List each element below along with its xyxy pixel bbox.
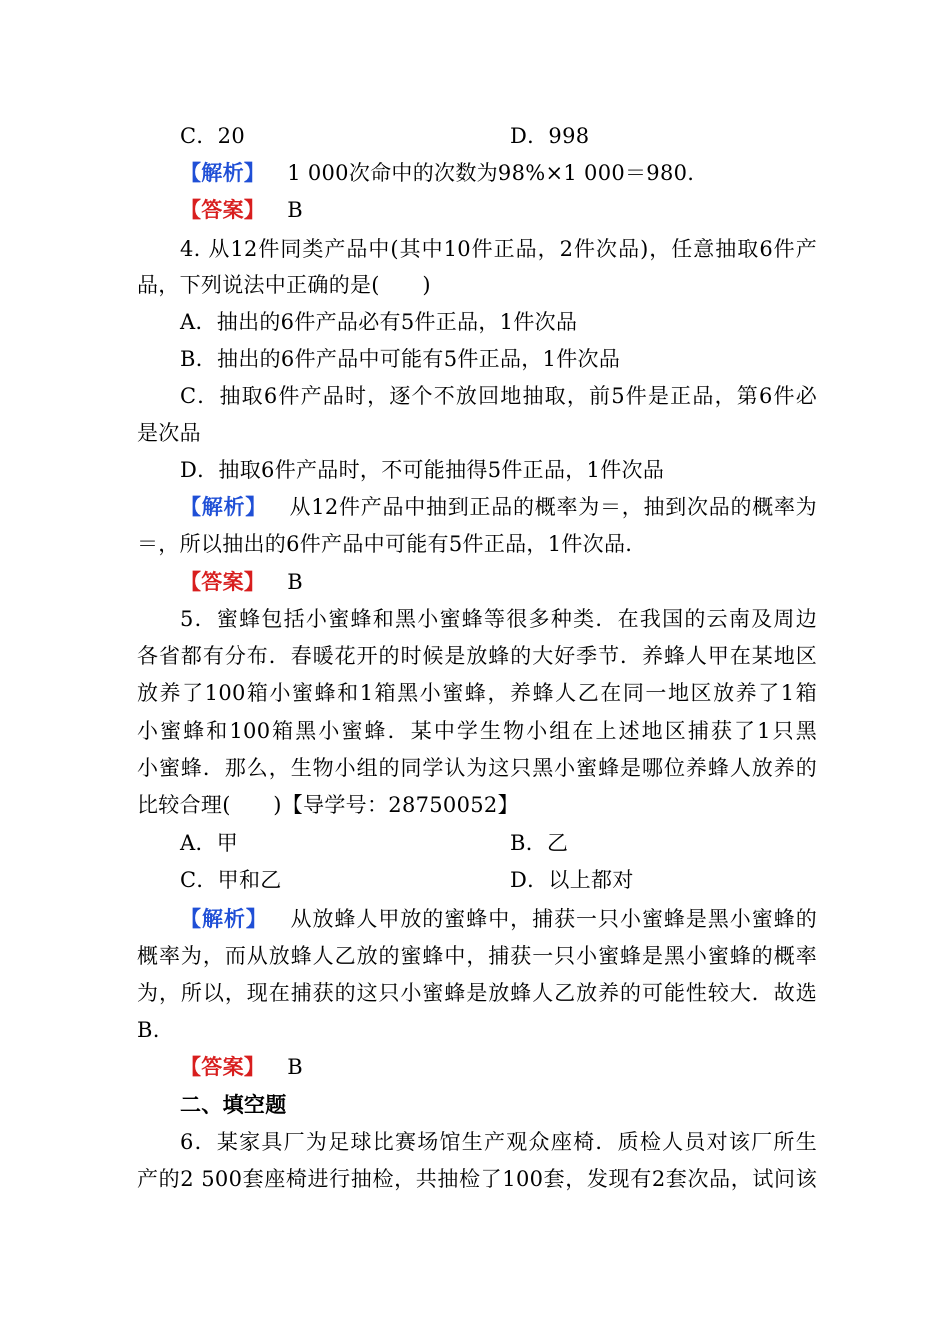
q5-analysis-line4: B. <box>137 1018 160 1042</box>
q5-stem-line2: 各省都有分布．春暖花开的时候是放蜂的大好季节．养蜂人甲在某地区 <box>137 644 817 668</box>
analysis-tag: 【解析】 <box>180 494 267 519</box>
q5-answer <box>180 1052 860 1082</box>
q5-option-c: C．甲和乙 <box>180 868 282 892</box>
q3-option-c: C．20 <box>180 124 245 148</box>
q5-options-row2 <box>180 865 860 895</box>
q3-option-d: D．998 <box>510 124 590 148</box>
section-title-fill-blank: 二、填空题 <box>180 1092 287 1117</box>
q5-analysis-line3: 为，所以，现在捕获的这只小蜜蜂是放蜂人乙放养的可能性较大．故选 <box>137 981 817 1005</box>
q5-option-a: A．甲 <box>180 831 239 855</box>
answer-tag: 【答案】 <box>180 569 266 594</box>
q5-option-d: D．以上都对 <box>510 868 634 892</box>
q5-options-row1 <box>180 828 860 858</box>
q5-stem-line4: 小蜜蜂和100箱黑小蜜蜂．某中学生物小组在上述地区捕获了1只黑 <box>137 719 817 743</box>
q3-answer-text: B <box>287 198 303 222</box>
q5-answer-text: B <box>287 1055 303 1079</box>
q5-option-b: B．乙 <box>510 831 569 855</box>
q4-option-d: D．抽取6件产品时，不可能抽得5件正品，1件次品 <box>180 458 665 482</box>
q4-answer <box>180 567 860 597</box>
q4-analysis-text-1: 从12件产品中抽到正品的概率为＝，抽到次品的概率为 <box>289 495 817 519</box>
q5-stem-line5: 小蜜蜂．那么，生物小组的同学认为这只黑小蜜蜂是哪位养蜂人放养的 <box>137 756 817 780</box>
q5-analysis-line1 <box>180 904 817 934</box>
analysis-tag: 【解析】 <box>180 160 266 185</box>
q4-answer-text: B <box>287 570 303 594</box>
q4-option-a: A．抽出的6件产品必有5件正品，1件次品 <box>180 310 578 334</box>
q4-stem-line2: 品，下列说法中正确的是( ) <box>137 273 431 297</box>
q3-options-row <box>180 121 860 151</box>
q5-stem-line1: 5．蜜蜂包括小蜜蜂和黑小蜜蜂等很多种类．在我国的云南及周边 <box>180 607 817 631</box>
analysis-tag: 【解析】 <box>180 906 268 931</box>
q4-stem-line1: 4. 从12件同类产品中(其中10件正品，2件次品)，任意抽取6件产 <box>180 237 817 261</box>
q5-analysis-text-1: 从放蜂人甲放的蜜蜂中，捕获一只小蜜蜂是黑小蜜蜂的 <box>289 907 817 931</box>
q4-option-c-line2: 是次品 <box>137 421 201 445</box>
q3-analysis <box>180 158 860 188</box>
q5-analysis-line2: 概率为，而从放蜂人乙放的蜜蜂中，捕获一只小蜜蜂是黑小蜜蜂的概率 <box>137 944 817 968</box>
q3-analysis-text: 1 000次命中的次数为98%×1 000＝980. <box>287 161 695 185</box>
q5-stem-line3: 放养了100箱小蜜蜂和1箱黑小蜜蜂，养蜂人乙在同一地区放养了1箱 <box>137 681 817 705</box>
q6-stem-line2: 产的2 500套座椅进行抽检，共抽检了100套，发现有2套次品，试问该 <box>137 1167 817 1191</box>
q6-stem-line1: 6．某家具厂为足球比赛场馆生产观众座椅．质检人员对该厂所生 <box>180 1130 817 1154</box>
q5-stem-line6: 比较合理( )【导学号：28750052】 <box>137 793 519 817</box>
q4-option-c-line1: C．抽取6件产品时，逐个不放回地抽取，前5件是正品，第6件必 <box>180 384 817 408</box>
q4-analysis-line2: ＝，所以抽出的6件产品中可能有5件正品，1件次品. <box>137 532 633 556</box>
answer-tag: 【答案】 <box>180 1054 266 1079</box>
q4-option-b: B．抽出的6件产品中可能有5件正品，1件次品 <box>180 347 621 371</box>
answer-tag: 【答案】 <box>180 197 266 222</box>
q3-answer <box>180 195 860 225</box>
q4-analysis-line1 <box>180 492 817 522</box>
